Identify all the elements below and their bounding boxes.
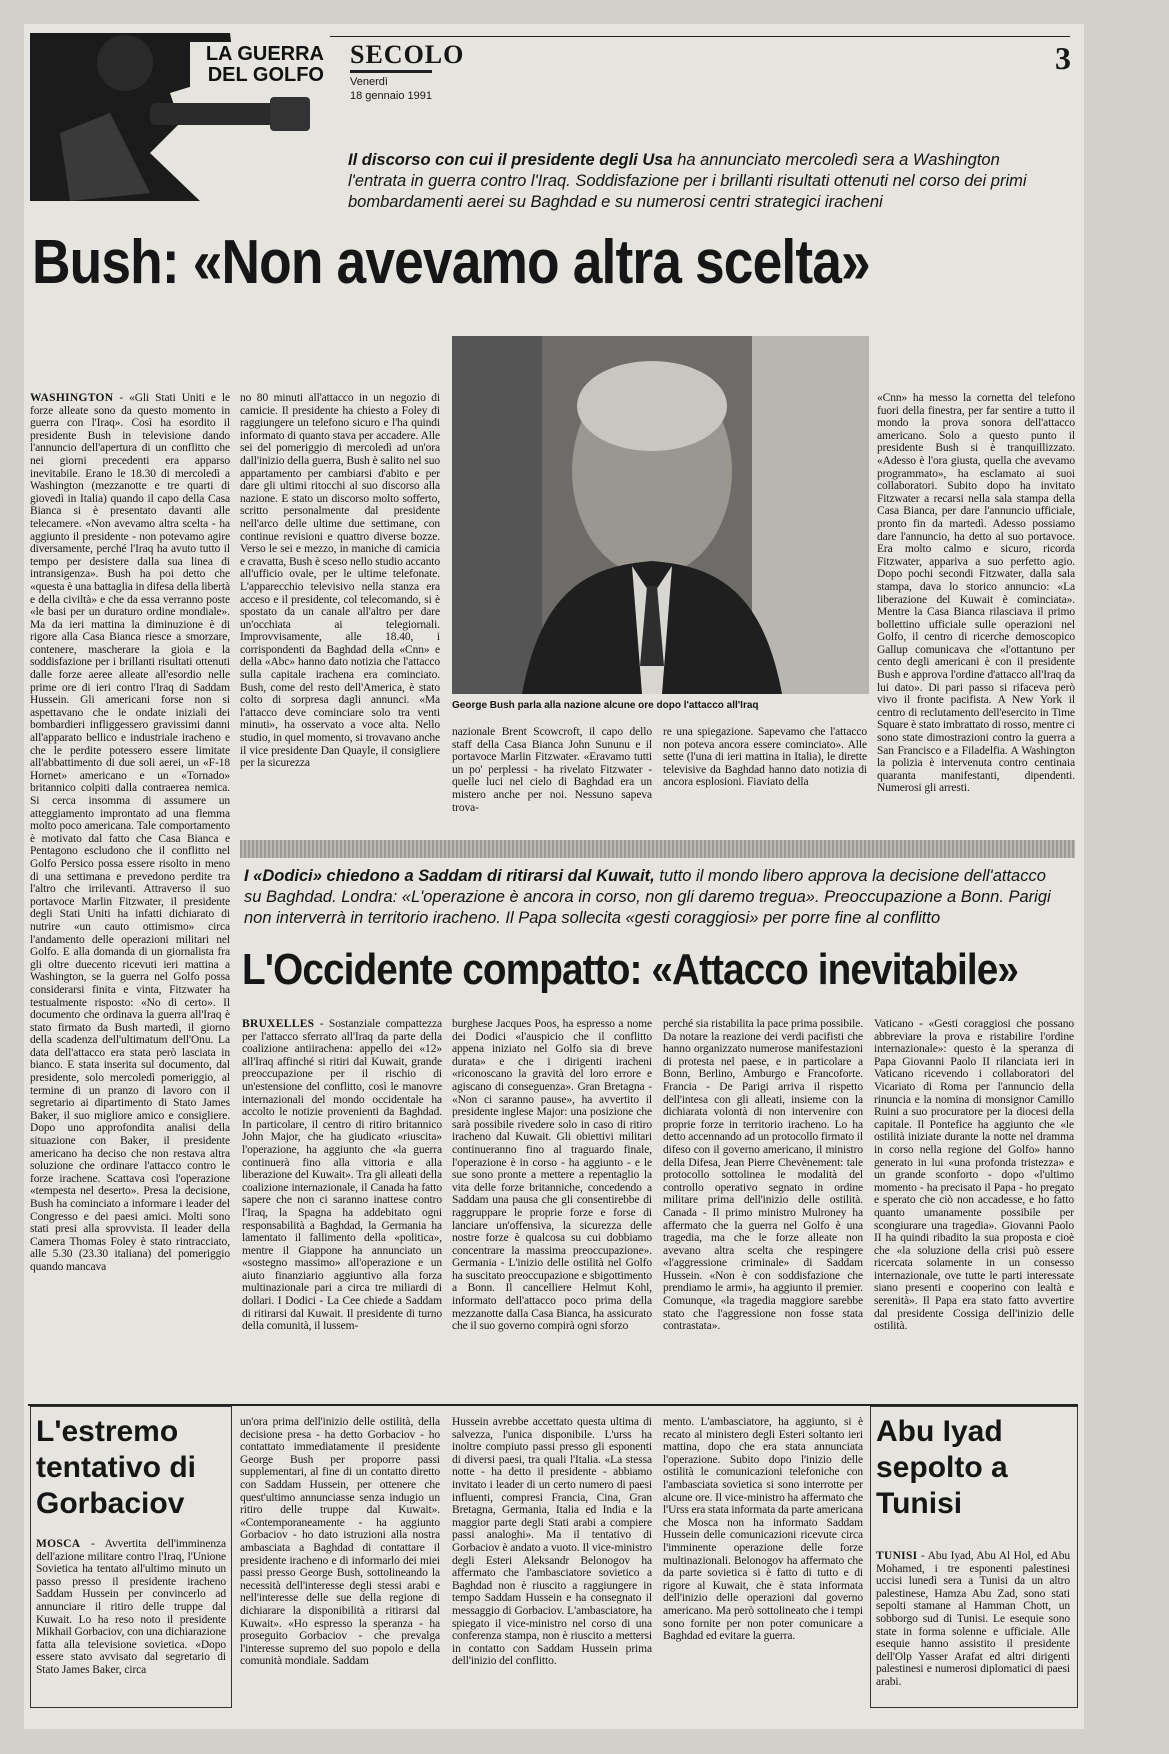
top-story-summary-bold: Il discorso con cui il presidente degli Usa bbox=[348, 151, 673, 169]
portrait-image-icon bbox=[452, 336, 869, 694]
second-story-column-1-text: - Sostanziale compattezza per l'attacco sferrato all'Iraq da parte della coalizione antiirachena: appello dei «12» all'Iraq affinché si ritiri dal Kuwait, grande preoccupazione per il rischio di un'estensione del conflitto, così le manovre internazionali del mondo occidentale ha accolto le notizie provenienti da Baghdad. In particolare, il centro di ritiro britannico John Major, che ha giudicato «riuscita» l'operazione, ha aggiunto che «la guerra continuerà fino alla vittoria e alla liberazione del Kuwait». Tra gli alleati della coalizione internazionale, il Canada ha fatto sapere che non ci saranno inattese contro l'Iraq, la Spagna ha addebitato ogni responsabilità a Baghdad, la Germania ha lamentato il fallimento della «politica», mentre il Giappone ha annunciato un «sostegno massimo» all'operazione e un aiuto finanziario aggiuntivo alla forza multinazionale pari a circa tre miliardi di dollari. I Dodici - La Cee chiede a Saddam di ritirarsi dal Kuwait. Il presidente di turno della comunità, il lussem- bbox=[242, 1018, 442, 1333]
gorbaciov-column-4: mento. L'ambasciatore, ha aggiunto, si è recato al ministero degli Esteri soltanto ieri mattina, dopo che era stata annunciata l'operazione. Subito dopo l'inizio delle ostilità le comunicazioni telefoniche con l'ambasciata sovietica si sono interrotte per alcune ore. Il vice-ministro ha affermato che l'Urss era stata informata da parte americana che Mosca non ha informato Saddam Hussein delle comunicazioni ricevute circa l'imminente operazione delle forze multinazionali. Belonogov ha affermato che da parte sovietica si è fatto di tutto e di rigore al Kuwait, che è stata informata dell'inizio delle operazioni dal governo americano. Ma però sottolineato che i tempi sono fornite per non poter comunicare a Baghdad ed evitare la guerra. bbox=[663, 1416, 863, 1643]
gorbaciov-headline: L'estremo tentativo di Gorbaciov bbox=[36, 1415, 197, 1520]
page-number: 3 bbox=[1055, 40, 1071, 76]
top-story-headline: Bush: «Non avevamo altra scelta» bbox=[32, 228, 870, 297]
top-rule bbox=[330, 36, 1070, 37]
abu-iyad-column-text: - Abu Iyad, Abu Al Hol, ed Abu Mohamed, i tre esponenti palestinesi uccisi lunedì sera a Tunisi da un altro palestinese, Hamza Abu Zad, sono stati sepolti stamane al Hamman Chott, un sobborgo sud di Tunisi. Le esequie sono state in forma solenne e ufficiale. Alle esequie hanno assistito il presidente dell'Olp Yasser Arafat ed altri dirigenti palestinesi e numerosi diplomatici di paesi arabi. bbox=[876, 1550, 1070, 1688]
gorbaciov-column-2: un'ora prima dell'inizio delle ostilità, della decisione presa - ha detto Gorbaciov - ho contattato immediatamente il presidente George Bush per proporre passi supplementari, al fine di un contatto diretto con Saddam Hussein, per ottenere che quest'ultimo annunciasse senza indugio un ritiro delle truppe dal Kuwait». «Contemporaneamente - ha aggiunto Gorbaciov - ho dato istruzioni alla nostra ambasciata a Baghdad di contattare il presidente iracheno e di informarlo dei miei passi presso George Bush, sottolineando la necessità dell'interesse degli stessi arabi e nell'interesse delle sue della regione di dichiarare la disponibilità a ritirarsi dal Kuwait». «Ho espresso la speranza - ha proseguito Gorbaciov - che prevalga l'interesse supremo del suo popolo e della comunità mondiale. Saddam bbox=[240, 1416, 440, 1668]
second-story-column-4: Vaticano - «Gesti coraggiosi che possano abbreviare la prova e ristabilire l'ordine internazionale»: questo è la speranza di Papa Giovanni Paolo II rilanciata ieri in Vaticano ricevendo i collaboratori del Vicariato di Roma per l'annuncio della rinuncia e la nomina di monsignor Camillo Ruini a suo procuratore per la diocesi della capitale. Il Pontefice ha aggiunto che «le ostilità iniziate durante la notte nel dramma in corso nella regione del Golfo» hanno generato in lui «una profonda tristezza» e un grande sconforto - dopo «l'ultimo momento - ha precisato il Papa - ho pregato e sperato che ciò non accadesse, e ho fatto quanto umanamente possibile per scongiurare una tragedia». Giovanni Paolo II ha quindi ribadito la sua proposta e cioè che «la soluzione della crisi può essere ricercata solamente in un consesso internazionale, ove tutte le parti interessate siano presenti e cooperino con lealtà e serenità». Il Papa era stato fatto avvertire dal presidente Cossiga dell'inizio delle ostilità. bbox=[874, 1018, 1074, 1333]
second-story-summary-bold: I «Dodici» chiedono a Saddam di ritirarsi dal Kuwait, bbox=[244, 867, 655, 885]
second-story-summary bbox=[244, 866, 1064, 929]
second-story-column-2: burghese Jacques Poos, ha espresso a nome dei Dodici «l'auspicio che il conflitto appena iniziato nel Golfo sia di breve durata» e che i dirigenti iracheni «riconoscano la gravità del loro errore e agiscano di conseguenza». Gran Bretagna - «Non ci saranno pause», ha avvertito il presidente inglese Major: una posizione che sarà possibile rivedere solo in caso di ritiro iracheno dal Kuwait. Gli obiettivi militari continueranno fino al traguardo finale, l'operazione è in corso - ha aggiunto - e le sue sono pronte a mettere a repentaglio la vita delle forze britanniche, concedendo a Saddam una pausa che gli consentirebbe di raggruppare le proprie forze e forse di lanciare un'offensiva, la sicurezza delle nostre forze è qualcosa su cui dobbiamo concentrare la massima preoccupazione». Germania - L'inizio delle ostilità nel Golfo ha suscitato preoccupazione e sbigottimento a Bonn. Il cancelliere Helmut Kohl, informato dell'attacco poco prima della mezzanotte dalla Casa Bianca, ha assicurato che il suo governo compirà ogni sforzo bbox=[452, 1018, 652, 1333]
top-story-column-1-text: - «Gli Stati Uniti e le forze alleate sono da questo momento in guerra con l'Iraq». Così ha esordito il presidente Bush in televisione dando l'annuncio dell'apertura di un conflitto che nei giorni precedenti era apparso inevitabile. Erano le 18.30 di mercoledì a Washington (mezzanotte e tre quarti di giovedì in Italia) quando il capo della Casa Bianca si è presentato davanti alle telecamere. «Non avevamo altra scelta - ha aggiunto il presidente - non potevamo agire diversamente, perché l'Iraq ha avuto tutto il tempo per desistere dalla sua linea di intransigenza». Bush ha poi detto che «questa è una battaglia in difesa della libertà e della civiltà» e che da essa verranno poste «le basi per un duraturo ordine mondiale». Ma da ieri mattina la diminuzione è di rigore alla Casa Bianca riesce a smorzare, contenere, mascherare la gioia e la soddisfazione per i brillanti risultati ottenuti dalle forze aeree alleate all'esordio nelle prime ore di ieri contro l'Iraq di Saddam Hussein. Gli americani forse non si aspettavano che le ondate iniziali dei bombardieri infliggessero gravissimi danni all'apparato bellico e industriale iracheno e che le perdite potessero essere limitate all'abbattimento di due soli aerei, un «F-18 Hornet» americano e un «Tornado» britannico colpiti dalla contraerea nemica. Si cerca insomma di assumere un atteggiamento improntato ad una flemma molto poco americana. Tale comportamento è motivato dal fatto che Casa Bianca e Pentagono escludono che il conflitto nel Golfo Persico possa essere risolto in meno di una settimana e prevedono perdite tra l'altro che irrilevanti. Attraverso il suo portavoce Marlin Fitzwater, il presidente degli Stati Uniti ha infatti dichiarato di nutrire «un cauto ottimismo» circa l'andamento delle operazioni militari nel Golfo. E alla domanda di un giornalista fra gli oltre duecento ricevuti ieri mattina a Washington, se la guerra nel Golfo possa considerarsi finita e vinta, Fitzwater ha testualmente risposto: «No di certo». Il documento che ordinava la guerra all'Iraq è stato firmato da Bush martedì, il giorno della scadenza dell'ultimatum dell'Onu. La data dell'attacco era stata però lasciata in bianco. E stata inserita sul documento, dal presidente, solo mercoledì pomeriggio, al termine di un pranzo di lavoro con il segretario ai dipartimento di Stato James Baker, il suo migliore amico e consigliere. Dopo uno approfondita analisi della situazione con Baker, il presidente americano ha deciso che non restava altra soluzione che ordinare l'attacco contro le forze irachene. Scattava così l'operazione «tempesta nel deserto». Presa la decisione, Bush ha cominciato a informare i leader del Congresso e dei paesi amici. Molti sono stati presi alla sprovvista. Il leader della Camera Thomas Foley è stato rintracciato, alle 5.30 (23.30 italiana) del pomeriggio quando mancava bbox=[30, 392, 230, 1273]
top-story-column-4: re una spiegazione. Sapevamo che l'attacco non poteva ancora essere cominciato». Alle sette (l'una di ieri mattina in Italia), le dirette televisive da Baghdad hanno dato notizia di ancora esplosioni. Fiaviato della bbox=[663, 726, 867, 789]
top-story-column-2: no 80 minuti all'attacco in un negozio di camicie. Il presidente ha chiesto a Foley di raggiungere un telefono sicuro e l'ha quindi informato di quanto stava per accadere. Alle sei del pomeriggio di mercoledì ad un'ora dall'inizio della guerra, Bush è salito nel suo appartamento per cambiarsi d'abito e per dare gli ultimi ritocchi al suo discorso alla nazione. E stato un discorso molto sofferto, scritto personalmente dal presidente nell'arco delle ultime due settimane, con continue revisioni e quattro diverse bozze. Verso le sei e mezzo, in maniche di camicia e cravatta, Bush è sceso nello studio accanto all'ufficio ovale, per le ultime telefonate. L'apparecchio televisivo nella stanza era acceso e il presidente, col telecomando, si è spostato da un canale all'altro per dare un'occhiata ai telegiornali. Improvvisamente, alle 18.40, i corrispondenti da Baghdad della «Cnn» e della «Abc» hanno dato notizia che l'attacco sulla capitale irachena era cominciato. Bush, come del resto dell'America, è stato colto di sorpresa dagli annunci. «Ma l'attacco deve cominciare solo tra venti minuti», ha osservato a voce alta. Nello studio, in quel momento, si trovavano anche il vice presidente Dan Quayle, il consigliere per la sicurezza bbox=[240, 392, 440, 770]
masthead: SECOLO bbox=[350, 40, 465, 69]
top-story-summary bbox=[348, 150, 1048, 213]
top-story-column-5: «Cnn» ha messo la cornetta del telefono fuori della finestra, per far sentire a tutto il mondo la prova sonora dell'attacco americano. Solo a questo punto il presidente Bush si è tranquillizzato. «Adesso è l'ora giusta, quella che avevamo programmato», ha esclamato ai suoi collaboratori. Subito dopo ha invitato Fitzwater a recarsi nella sala stampa della Casa Bianca, per dare l'annuncio ufficiale, pronto fin da martedì. Adesso possiamo dare l'annuncio, ha detto al suo portavoce. Era molto calmo e sicuro, ricorda Fitzwater, appariva a suo perfetto agio. Dopo pochi secondi Fitzwater, dalla sala stampa, dava lo storico annuncio: «La liberazione del Kuwait è cominciata». Mentre la Casa Bianca rilasciava il primo bollettino ufficiale sulle operazioni nel Golfo, il centro di ricerche demoscopico Gallup comunicava che «l'ottantuno per cento degli americani è con il presidente Bush e approva l'ordine d'attacco all'Iraq da lui dato». Di pari passo si rifaceva però vivo il fronte pacifista. A New York il centro di reclutamento dell'esercito in Time Square è stato imbrattato di rosso, mentre ci sono state dimostrazioni contro la guerra a San Francisco e a Filadelfia. A Washington la polizia è intervenuta contro centinaia quaranta manifestanti, dipendenti. Numerosi gli arresti. bbox=[877, 392, 1075, 795]
top-story-column-3: nazionale Brent Scowcroft, il capo dello staff della Casa Bianca John Sununu e il portavoce Marlin Fitzwater. «Eravamo tutti un po' perplessi - ha rivelato Fitzwater - quelle luci nel cielo di Baghdad era un mistero anche per noi. Nessuno sapeva trova- bbox=[452, 726, 652, 814]
second-story-column-3: perché sia ristabilita la pace prima possibile. Da notare la reazione dei verdi pacifisti che hanno organizzato numerose manifestazioni di protesta nel paese, e in particolare a Bonn, Berlino, Amburgo e Francoforte. Francia - De Parigi arriva il rispetto dell'intesa con gli alleati, insieme con la dichiarata volontà di non intervenire con proprie forze in territorio iracheno. Lo ha detto accennando ad un protocollo firmato il difeso con il governo americano, il ministro della Difesa, Jean Pierre Chevènement: tale protocollo sottolinea le modalità del controllo operativo segnato in ordine militare prima dell'inizio delle ostilità. Canada - Il primo ministro Mulroney ha affermato che la guerra nel Golfo è una tragedia, ma che le forze alleate non avevano altra scelta che respingere «l'aggressione criminale» di Saddam Hussein. «Non è con soddisfazione che prendiamo le armi», ha aggiunto il premier. Comunque, «la tragedia maggiore sarebbe stato che l'aggressione non fosse stata contrastata». bbox=[663, 1018, 863, 1333]
masthead-underline bbox=[350, 70, 432, 73]
top-story-dateline: WASHINGTON bbox=[30, 392, 114, 404]
bush-photo bbox=[452, 336, 869, 694]
abu-iyad-column bbox=[876, 1550, 1070, 1700]
gorbaciov-column-3: Hussein avrebbe accettato questa ultima di salvezza, l'unica disponibile. L'urss ha inoltre compiuto passi presso gli esponenti di diversi paesi, tra quali l'Italia. «La stessa notte - ha detto il presidente - abbiamo invitato i leader di un certo numero di paesi influenti, compresi Francia, Cina, Gran Bretagna, Germania, Italia ed India e la maggior parte degli Stati arabi a compiere passi analoghi». Ma il tentativo di Gorbaciov è andato a vuoto. Il vice-ministro degli Esteri Aleksandr Belonogov ha affermato che l'ambasciatore sovietico a Baghdad non è riuscito a raggiungere in tempo Saddam Hussein e ha consegnato il messaggio di Gorbaciov. L'ambasciatore, ha spiegato il vice-ministro nel corso di una conferenza stampa, non è riuscito a mettersi in contatto con Saddam Hussein prima dell'inizio del conflitto. bbox=[452, 1416, 652, 1668]
issue-date: 18 gennaio 1991 bbox=[350, 90, 432, 102]
top-story-summary-text: ha annunciato mercoledì sera a Washington l'entrata in guerra contro l'Iraq. Soddisfazione per i brillanti risultati ottenuti nel corso dei primi bombardamenti aerei su Baghdad e su numerosi centri strategici iracheni bbox=[348, 151, 1027, 211]
second-story-dateline: BRUXELLES bbox=[242, 1018, 315, 1030]
section-divider-band bbox=[240, 840, 1075, 858]
photo-caption: George Bush parla alla nazione alcune ore dopo l'attacco all'Iraq bbox=[452, 700, 759, 711]
gorbaciov-dateline: MOSCA bbox=[36, 1538, 81, 1550]
abu-iyad-dateline: TUNISI bbox=[876, 1550, 918, 1562]
second-story-headline: L'Occidente compatto: «Attacco inevitabile» bbox=[242, 945, 1019, 994]
abu-iyad-headline: Abu Iyad sepolto a Tunisi bbox=[876, 1415, 1008, 1520]
issue-weekday: Venerdì bbox=[350, 76, 388, 88]
top-story-column-1 bbox=[30, 392, 230, 1372]
second-story-column-1 bbox=[242, 1018, 442, 1388]
second-story-summary-text: tutto il mondo libero approva la decisione dell'attacco su Baghdad. Londra: «L'operazione è ancora in corso, non gli daremo tregua». Preoccupazione a Bonn. Parigi non interverrà in territorio iracheno. Il Papa sollecita «gesti coraggiosi» per porre fine al conflitto bbox=[244, 867, 1051, 927]
gorbaciov-column-1 bbox=[36, 1538, 226, 1702]
gorbaciov-column-1-text: - Avvertita dell'imminenza dell'azione militare contro l'Iraq, l'Unione Sovietica ha tentato all'ultimo minuto un passo presso il presidente iracheno Saddam Hussein per convincerlo ad annunciare il ritiro delle truppe dal Kuwait. Lo ha reso noto il presidente Mikhail Gorbaciov, con una dichiarazione fatta alla televisione sovietica. «Dopo essere stato avvisato dal segretario di Stato James Baker, circa bbox=[36, 1538, 226, 1676]
section-label: LA GUERRA DEL GOLFO bbox=[190, 42, 328, 88]
